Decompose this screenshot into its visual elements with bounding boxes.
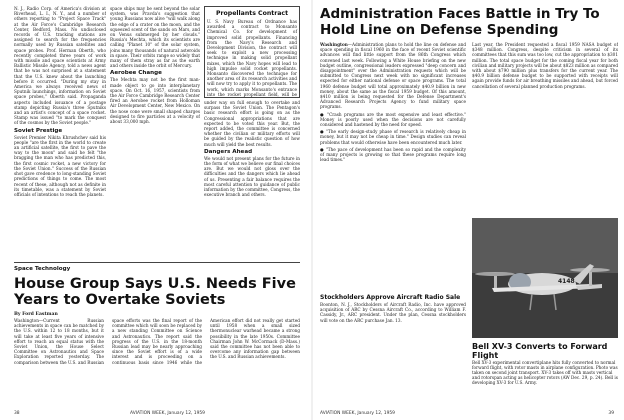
left-column-3: [204, 6, 300, 264]
section-rule: [14, 262, 300, 263]
right-bullet-2: ● "The early design-study phase of research is relatively cheap in money, but it may not be cheap in time." Design studies can reveal problems that would otherwise have been encountered much later.: [320, 129, 466, 145]
photo-caption-text: Bell XV-3 experimental convertiplane hits fully converted to normal forward flight, with rotor masts in airplane configuration. Photo was taken on second joint transport. XV-3 takes off with masts vertical and rotorspan acting as helicopter rotors (AW Dec. 29, p. 24). Bell is developing XV-3 for U.S. Army.: [472, 360, 618, 386]
left-col2-text-2: The Mechta may not be the first man-made object to go into interplanetary space. On Oct. 16, 1957, scientists from the Air Force Cambridge Research Center fired an Aerobee rocket from Holloman Air Development Center, New Mexico. On the nose cone were small shaped charges designed to fire particles at a velocity of about 33,000 mph.: [110, 77, 200, 125]
right-intro: Washington—Administration plans to hold the line on defense and space spending in fiscal 1960 in the face of recent Soviet scientific advances will find little support from the 86th Congress which convened last week. Following a White House briefing on the new budget outline, congressional leaders expressed "deep concern and disappointment" over the Administration requests which will be submitted to Congress next week with no significant increases expected for either national defense or space programs. The total 1960 defense budget will total approximately $40.9 billion in new money, about the same as the fiscal 1959 budget. Of this amount, $410 million is being requested for the Defense Department's Advanced Research Projects Agency to fund military space programs.: [320, 42, 466, 110]
left-footer: AVIATION WEEK, January 12, 1959: [130, 411, 205, 416]
photo-caption: [472, 342, 618, 406]
right-bullet-2-text: "The early design-study phase of research is relatively cheap in money, but it may not be cheap in time." Design studies can reveal problems that would otherwise have been encountered much later.: [320, 129, 466, 145]
left-col3-kicker: Dangers Ahead: [204, 148, 253, 155]
right-bullet-1: ● "Crash programs are the most expensive and least effective." Money is poorly used when the decisions are not carefully considered and hastened by the need for speed.: [320, 111, 466, 128]
right-column-2: [472, 42, 618, 214]
left-page-number: 38: [14, 411, 20, 416]
box-text: U. S. Navy Bureau of Ordnance has awarded a contract to Monsanto Chemical Co. for development of improved solid propellants. Financing from the Navy's Research and Development Division, the contract will seek to exploit a new processing technique in making solid propellant mixes, which the Navy hopes will lead to high impulse solid rocket propellants. Monsanto discovered the technique for another area of its research activities and will now try to apply it to propellants. The work, which marks Monsanto's entrance into the rocket propellant field, will be: [207, 19, 297, 97]
left-col1-text: N. J., Radio Corp. of America's division at Riverhead, L. I., N. Y., and a number of others reporting to "Project Space Track" at the Air Force's Cambridge Research Center, Bedford, Mass. No undisclosed records of U.S. tracking stations are assigned to search for the frequencies normally used by Russian satellites and space probes. Prof. Herman Oberth, who recently completed three years of work with missile and space scientists at Army Ballistic Missile Agency, told a news agent that he was not surprised at a statement that the U.S. knew about the launching before it occurred. "During my stay in America we always received news of Sputnik launchings, information on Soviet space probes," Oberth said. Propaganda aspects included issuance of a postage stamp depicting Russia's three Sputniks and an artist's concept of a space rocket. Stamp was issued "to mark the conquest of the cosmos by the Soviet people.": [14, 6, 106, 126]
left-col3-text-2: We would not present plans for the future in the form of what we believe our final choices are. But we would not gloss over the difficulties and the dangers which lie ahead of us. Presenting a fair balance requires the most careful attention to guidance of public information by the committee, Congress, the executive branch and others.: [204, 155, 300, 198]
stockholders-text: Boonton, N. J., Stockholders of Aircraft Radio, Inc. have approved acquisition of ARC by Cessna Aircraft Co., according to William F. Cassidy, Jr., ARC president. Under the plan, Cessna stockholders will vote on the ARC purchase Jan. 13.: [320, 302, 466, 323]
right-dateline: Washington: [320, 42, 348, 47]
xv3-aircraft-icon: [472, 218, 618, 338]
right-column-1: [320, 42, 466, 292]
right-page: [312, 0, 624, 420]
xv3-photo: [472, 218, 618, 338]
box-title: Propellants Contract: [215, 10, 289, 17]
photo-caption-title: Bell XV-3 Converts to Forward Flight: [472, 342, 608, 360]
left-col2-kicker: Aerobee Change: [110, 70, 162, 77]
left-col1-kicker: Soviet Prestige: [14, 127, 63, 134]
tail-number: 4148: [558, 278, 575, 285]
stockholders-headline: Stockholders Approve Aircraft Radio Sale: [320, 294, 461, 301]
right-intro-text: Administration plans to hold the line on defense and space spending in fiscal 1960 in the face of recent Soviet scientific advances will find little support from the 86th Congress which convened last week. Following a White House briefing on the new budget outline, congressional leaders expressed "deep concern and disappointment" over the Administration requests which will be submitted to Congress next week with no significant increases expected for either national defense or space programs. The total 1960 defense budget will total approximately $40.9 billion in new money, about the same as the fiscal 1959 budget. Of this amount, $410 million is being requested for the Defense Department's Advanced Research Projects Agency to fund military space programs.: [320, 42, 466, 110]
left-col3-text: under way on full enough to overtake and surpass the Soviet Union. The Pentagon's basic research effort is going on as the Congressional appropriations that are expected to be voted this year. But, the report added, the committee is concerned whether the civilian or military efforts will be guided by the realistic question of how much will yield the best results.: [204, 100, 300, 147]
story-body: [14, 318, 300, 410]
story-text: Washington—Current Russian achievements in space can be matched by the U.S. within 12 to 18 months, but it will take at least five years of intensive effort to reach an equal status with the Soviet Union, the House Select Committee on Astronautics and Space Exploration reported yesterday. The comparison between the U.S. and Russian space efforts was the final report of the committee which will soon be replaced by a new standing Committee on Science and Astronautics. The report said the progress of the U.S. in the 18-month Russian lead may be nearly approaching since the Soviet effort is of a wide interest and is proceeding on a continuous basis since 1946 while the American effort did not really get started until 1958 when a small sized thermonuclear warhead became a strong possibility in the late 1950s. Committee Chairman John W. McCormack (D-Mass.) said the committee has not been able to overcome any information gap between the U.S. and Russian achievements.: [14, 318, 300, 365]
left-col2-text: space ships may be sent beyond the solar system, was Pravda's suggestion that young Russians now alive "will walk along the edge of a crater on the moon, and the squeezed scent of the sands on Mars, and on Venus submerged by her clouds." Russia's Mechta, which its scientists are calling "Planet 10" of the solar system, joins many thousands of natural asteroids in space. Their orbits range so widely that many of them stray as far as the earth and others inside the orbit of Mercury.: [110, 6, 200, 69]
story-byline: By Ford Eastman: [14, 312, 58, 317]
propellants-contract-box: [204, 6, 300, 98]
right-col2-text: Last year, the President requested a fiscal 1959 NASA budget of $348 million. Congress, despite criticism in several of its committees that this sum was too low, cut the appropriation to $301 million. The total space budget for the coming fiscal year for both civilian and military projects will be about $823 million as compared with about $790 million plus transfers for the current year. The $40.9 billion defense budget to be supported with receipts will again provide funds for air breathing missiles and ahead, but forced cancellation of several planned production programs.: [472, 42, 618, 89]
section-kicker: Space Technology: [14, 266, 71, 272]
right-bullet-1-text: "Crash programs are the most expensive and least effective." Money is poorly used when the decisions are not carefully considered and hastened by the need for speed.: [320, 111, 466, 128]
stockholders-item: [320, 292, 466, 352]
right-page-number: 39: [608, 411, 614, 416]
left-column-1: [14, 6, 106, 264]
left-col1-text-2: Soviet Premier Nikita Khrushchev said his people "are the first in the world to create an artificial satellite, the first to pave the way to the moon" and said he felt "the bragging the man who has predicted this, the first cosmic rocket, a new victory for the Soviet Union." Success of the Russian shot gave credence to long-standing Soviet predictions of things to come. The most recent of these, although not as definite in its timetable, was a statement by Soviet officials of intentions to reach the planets.: [14, 134, 106, 197]
right-footer: AVIATION WEEK, January 12, 1959: [320, 411, 395, 416]
left-column-2: [110, 6, 200, 264]
right-headline: Administration Faces Battle in Try To Hold Line on Defense Spending: [320, 6, 600, 38]
story-headline: House Group Says U.S. Needs Five Years to Overtake Soviets: [14, 276, 296, 308]
right-bullet-3-text: "The pace of development has been so rapid and the complexity of many projects is growing so that these programs require long lead times.": [320, 146, 466, 163]
right-bullet-3: ● "The pace of development has been so rapid and the complexity of many projects is growing so that these programs require long lead times.": [320, 146, 466, 163]
